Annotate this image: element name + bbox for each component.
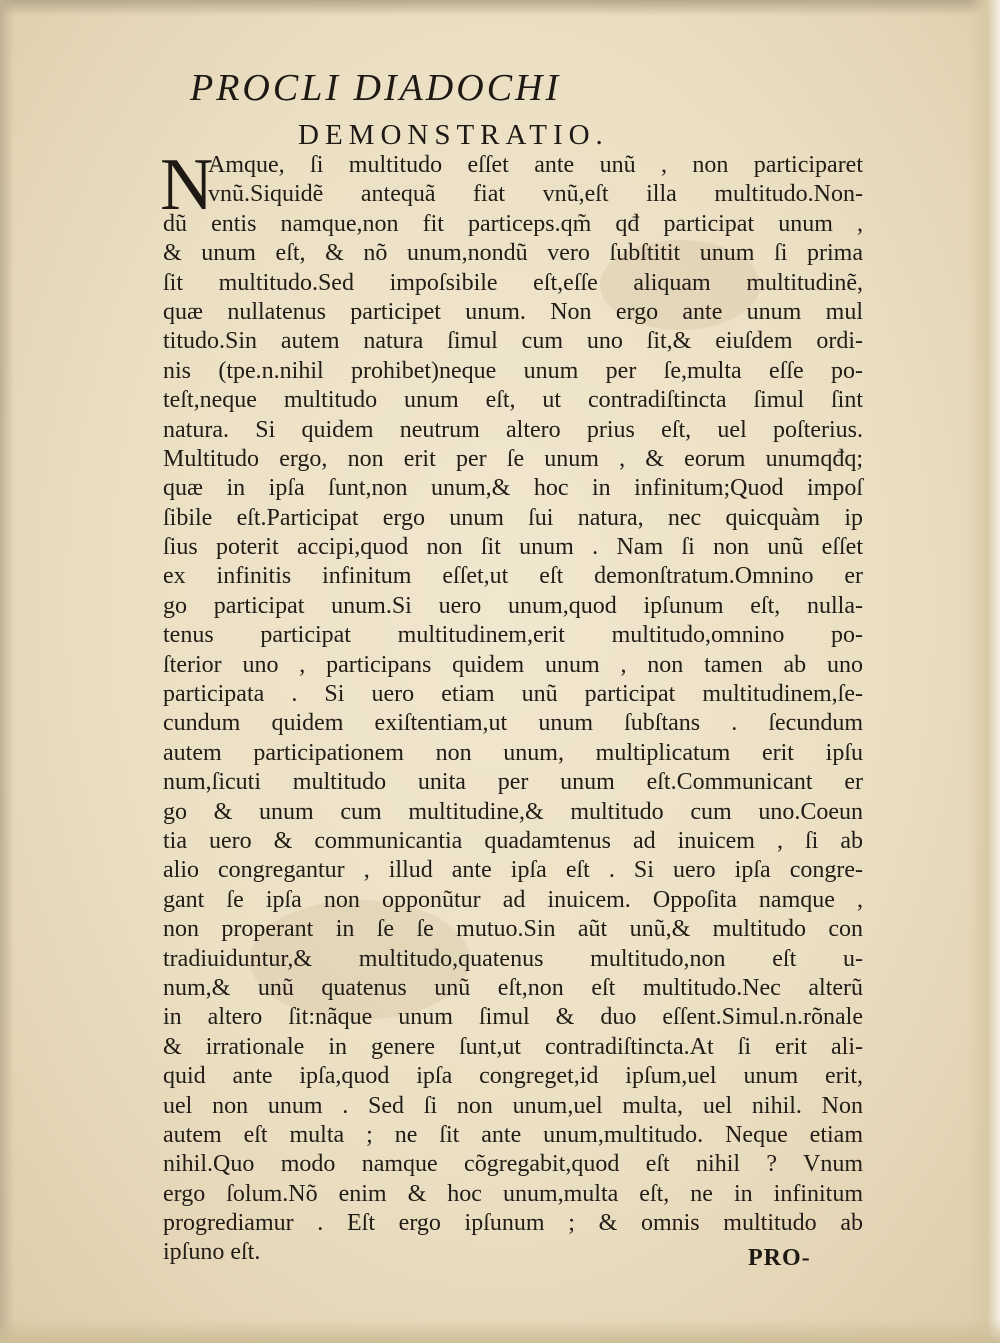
page-edge-bottom (0, 1319, 1000, 1343)
text-line: ſit multitudo.Sed impoſsibile eſt,eſſe aliquam multitudinẽ, (163, 269, 863, 296)
text-line: num,& unũ quatenus unũ eſt,non eſt multitudo.Nec alterũ (163, 974, 863, 1001)
text-line: ex infinitis infinitum eſſet,ut eſt demonſtratum.Omnino er (163, 563, 863, 590)
text-line: ſius poterit accipi,quod non ſit unum . Nam ſi non unũ eſſet (163, 534, 863, 561)
text-line: tenus participat multitudinem,erit multitudo,omnino po- (163, 622, 863, 649)
body-text (163, 151, 863, 1268)
text-line: go & unum cum multitudine,& multitudo cum uno.Coeun (163, 798, 863, 825)
text-line: vnũ.Siquidẽ antequã fiat vnũ,eſt illa multitudo.Non- (208, 181, 863, 208)
text-line: & unum eſt, & nõ unum,nondũ vero ſubſtitit unum ſi prima (163, 240, 863, 267)
text-line: & irrationale in genere ſunt,ut contradiſtincta.At ſi erit ali- (163, 1033, 863, 1060)
text-line: Multitudo ergo, non erit per ſe unum , & eorum unumqđq; (163, 445, 863, 472)
text-line: ipſuno eſt. (163, 1239, 261, 1266)
text-line: participata . Si uero etiam unũ participat multitudinem,ſe- (163, 681, 863, 708)
text-line: quid ante ipſa,quod ipſa congreget,id ipſum,uel unum erit, (163, 1063, 863, 1090)
running-head: PROCLI DIADOCHI (190, 67, 562, 109)
text-line: autem participationem non unum, multiplicatum erit ipſu (163, 739, 863, 766)
text-line: in altero ſit:nãque unum ſimul & duo eſſent.Simul.n.rõnale (163, 1004, 863, 1031)
page-edge-right (968, 0, 1000, 1343)
text-line: dũ entis namque,non fit particeps.qm̃ qđ participat unum , (163, 210, 863, 237)
text-line: natura. Si quidem neutrum altero prius eſt, uel poſterius. (163, 416, 863, 443)
section-title: DEMONSTRATIO. (298, 119, 609, 151)
page-edge-left (0, 0, 14, 1343)
text-line: uel non unum . Sed ſi non unum,uel multa, uel nihil. Non (163, 1092, 863, 1119)
text-line: cundum quidem exiſtentiam,ut unum ſubſtans . ſecundum (163, 710, 863, 737)
text-line: go participat unum.Si uero unum,quod ipſunum eſt, nulla- (163, 592, 863, 619)
text-line: gant ſe ipſa non opponũtur ad inuicem. Oppoſita namque , (163, 886, 863, 913)
text-line: ergo ſolum.Nõ enim & hoc unum,multa eſt, ne in infinitum (163, 1180, 863, 1207)
text-line: ſterior uno , participans quidem unum , non tamen ab uno (163, 651, 863, 678)
text-line: progrediamur . Eſt ergo ipſunum ; & omnis multitudo ab (163, 1210, 863, 1237)
text-line: nihil.Quo modo namque cõgregabit,quod eſt nihil ? Vnum (163, 1151, 863, 1178)
text-line: autem eſt multa ; ne ſit ante unum,multitudo. Neque etiam (163, 1121, 863, 1148)
text-line: tia uero & communicantia quadamtenus ad inuicem , ſi ab (163, 827, 863, 854)
text-line: quæ nullatenus participet unum. Non ergo ante unum mul (163, 298, 863, 325)
text-line: alio congregantur , illud ante ipſa eſt . Si uero ipſa congre- (163, 857, 863, 884)
page-edge-top (0, 0, 1000, 16)
text-line: num,ſicuti multitudo unita per unum eſt.Communicant er (163, 769, 863, 796)
text-line: titudo.Sin autem natura ſimul cum uno ſit,& eiuſdem ordi- (163, 328, 863, 355)
text-line: tradiuiduntur,& multitudo,quatenus multitudo,non eſt u- (163, 945, 863, 972)
text-line: Amque, ſi multitudo eſſet ante unũ , non participaret (208, 152, 863, 178)
catchword: PRO- (748, 1245, 811, 1271)
text-line: ſibile eſt.Participat ergo unum ſui natura, nec quicquàm ip (163, 504, 863, 531)
text-line: nis (tpe.n.nihil prohibet)neque unum per ſe,multa eſſe po- (163, 357, 863, 384)
text-line: teſt,neque multitudo unum eſt, ut contradiſtincta ſimul ſint (163, 387, 863, 414)
drop-cap: N (160, 144, 214, 226)
text-line: non properant in ſe ſe mutuo.Sin aũt unũ,& multitudo con (163, 916, 863, 943)
text-line: quæ in ipſa ſunt,non unum,& hoc in infinitum;Quod impoſ (163, 475, 863, 502)
